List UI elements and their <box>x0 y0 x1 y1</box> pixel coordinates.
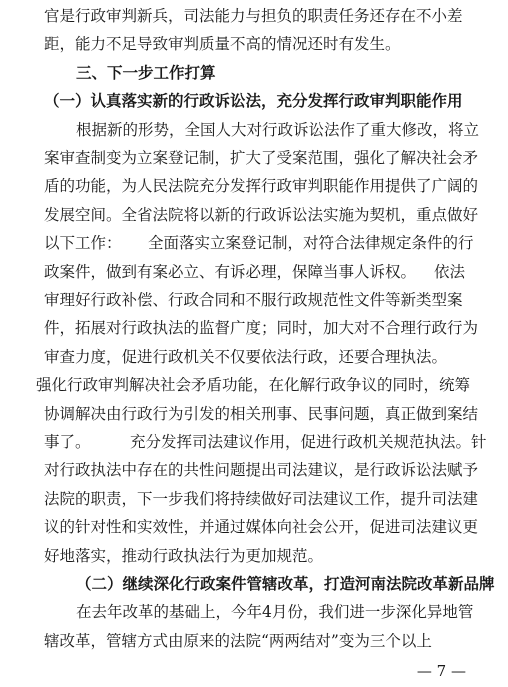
paragraph-text: 审理好行政补偿、行政合同和不服行政规范性文件等新类型案 <box>44 291 463 309</box>
paragraph-text: 法院的职责，下一步我们将持续做好司法建议工作，提升司法建 <box>44 489 479 508</box>
heading-text: （一）认真落实新的行政诉讼法，充分发挥行政审判职能作用 <box>44 91 463 111</box>
paragraph-text: 协调解决由行政行为引发的相关刑事、民事问题，真正做到案结 <box>44 404 479 423</box>
paragraph-text: 好地落实，推动行政执法行为更加规范。 <box>44 546 324 565</box>
paragraph-text: 盾的功能，为人民法院充分发挥行政审判职能作用提供了广阔的 <box>44 177 479 196</box>
paragraph-text: 议的针对性和实效性，并通过媒体向社会公开，促进司法建议更 <box>44 518 479 537</box>
paragraph-text: 根据新的形势，全国人大对行政诉讼法作了重大修改，将立 <box>76 120 480 139</box>
paragraph-text: 对行政执法中存在的共性问题提出司法建议，是行政诉讼法赋予 <box>44 461 479 480</box>
paragraph-text: 以下工作： <box>44 234 122 253</box>
paragraph-text: 充分发挥司法建议作用，促进行政机关规范执法。针 <box>130 433 487 451</box>
paragraph-text: 审查力度，促进行政机关不仅要依法行政，还要合理执法。 <box>44 347 448 366</box>
paragraph-text: 件，拓展对行政执法的监督广度；同时，加大对不合理行政行为 <box>44 319 479 338</box>
paragraph-text: 官是行政审判新兵，司法能力与担负的职责任务还存在不小差 <box>44 7 463 25</box>
paragraph-text: 在去年改革的基础上，今年4月份，我们进一步深化异地管 <box>76 603 474 622</box>
paragraph-text: 强化行政审判解决社会矛盾功能，在化解行政争议的同时，统筹 <box>36 376 471 395</box>
paragraph-text: 事了。 <box>44 433 91 451</box>
paragraph-text: 依法 <box>434 262 466 281</box>
heading-text: 三、下一步工作打算 <box>76 62 216 82</box>
paragraph-text: 距，能力不足导致审判质量不高的情况还时有发生。 <box>44 35 401 54</box>
page-number: — 7 — <box>416 662 466 680</box>
paragraph-text: 全面落实立案登记制，对符合法律规定条件的行 <box>148 234 474 253</box>
heading-text: （二）继续深化行政案件管辖改革，打造河南法院改革新品牌 <box>76 574 495 593</box>
paragraph-text: 案审查制变为立案登记制，扩大了受案范围，强化了解决社会矛 <box>44 149 479 167</box>
paragraph-text: 辖改革，管辖方式由原来的法院“两两结对”变为三个以上 <box>44 631 432 650</box>
paragraph-text: 发展空间。全省法院将以新的行政诉讼法实施为契机，重点做好 <box>44 205 479 224</box>
paragraph-text: 政案件，做到有案必立、有诉必理，保障当事人诉权。 <box>44 262 417 281</box>
